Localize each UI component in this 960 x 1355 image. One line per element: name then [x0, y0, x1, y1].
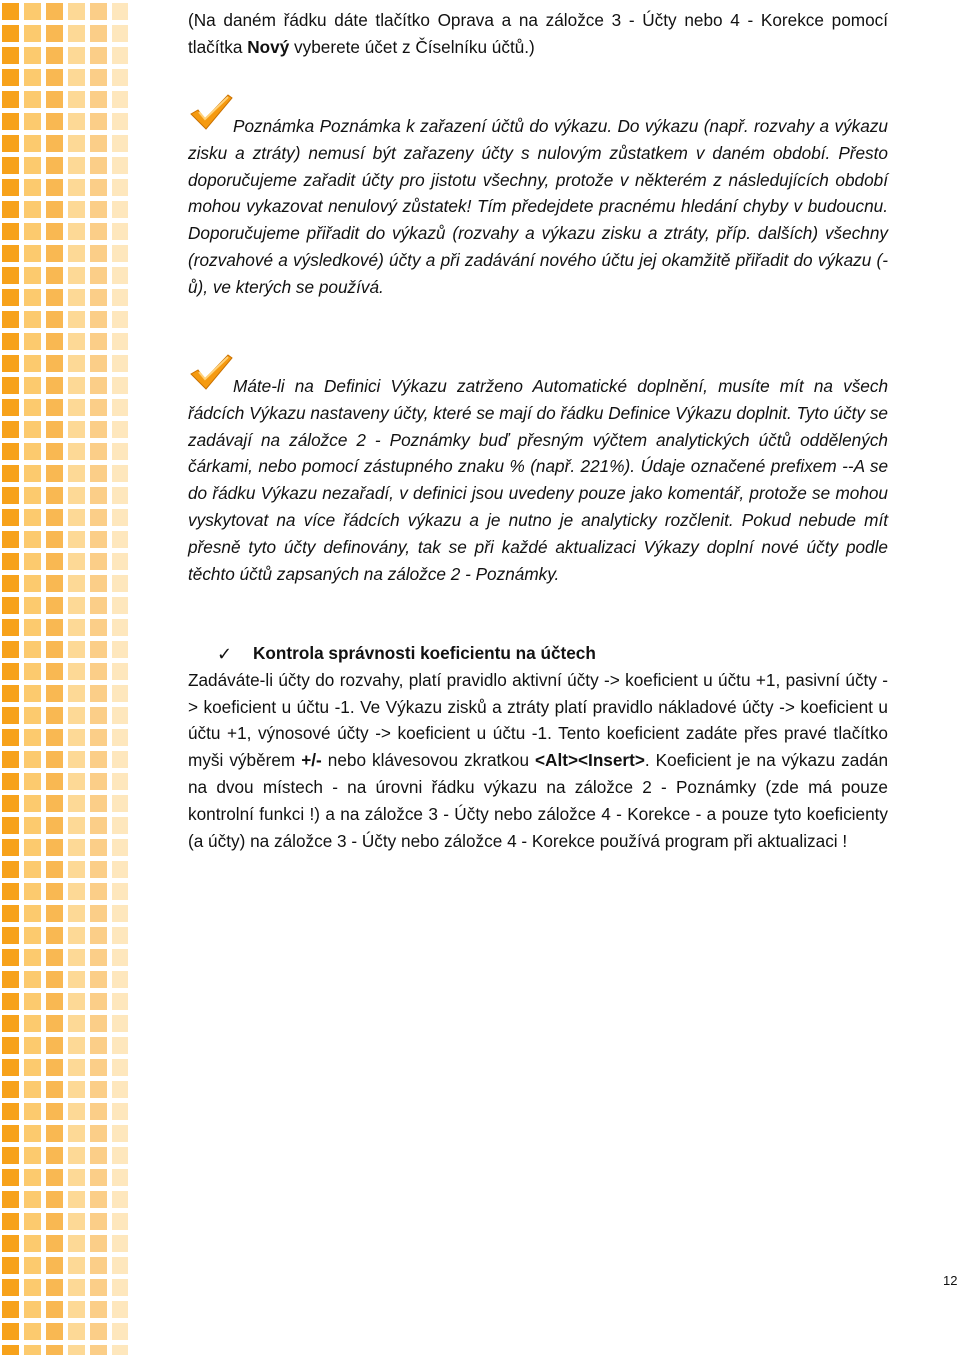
decorative-sidebar — [0, 0, 128, 1355]
section-text-3: . Koeficient je na výkazu zadán na dvou místech - na úrovni řádku výkazu na záložce 2 - Poznámky (zde má pouze kontrolní funkci !) a na záložce 3 - Účty nebo záložce 4 - Korekce - a pouze tyto koeficienty (a účty) na záložce 3 - Účty nebo záložce 4 - Korekce používá program při aktualizaci ! — [188, 750, 889, 851]
note-paragraph-1 — [188, 113, 888, 301]
paragraph-intro — [188, 7, 888, 61]
section-text-1: Zadáváte-li účty do rozvahy, platí pravidlo aktivní účty -> koeficient u účtu +1, pasivní účty -> koeficient u účtu -1. Ve Výkazu zisků a ztráty platí pravidlo nákladové účty -> koeficient u účtu +1, výnosové účty -> koeficient u účtu -1. Tento koeficient zadáte přes pravé tlačítko myši výběrem — [188, 669, 888, 771]
note-paragraph-2 — [188, 373, 888, 587]
page-number: 12 — [943, 1273, 958, 1288]
note2-text: Máte-li na Definici Výkazu zatrženo Automatické doplnění, musíte mít na všech řádcích Výkazu nastaveny účty, které se mají do řádku Definice Výkazu doplnit. Tyto účty se zadávají na záložce 2 - Poznámky buď přesným výčtem analytických účtů oddělených čárkami, nebo pomocí zástupného znaku % (např. 221%). Údaje označené prefixem --A se do řádku Výkazu nezařadí, v definici jsou uvedeny pouze jako komentář, protože se mohou vyskytovat na více řádcích výkazu a je nutno je analyticky rozčlenit. Pokud nebude mít přesně tyto účty definovány, tak se při každé aktualizaci Výkazy doplní nové účty podle těchto účtů zapsaných na záložce 2 - Poznámky. — [188, 376, 888, 584]
section-body — [188, 640, 888, 854]
section-text-2: nebo klávesovou zkratkou — [321, 750, 536, 771]
intro-bold-text: Nový — [247, 36, 290, 57]
check-tick-icon: ✓ — [217, 644, 233, 664]
shortcut-key: <Alt><Insert> — [535, 750, 645, 771]
intro-text: (Na daném řádku dáte tlačítko Oprava a na záložce 3 - Účty nebo 4 - Korekce pomocí tlačítka — [188, 10, 888, 57]
plus-minus-key: +/- — [301, 750, 322, 771]
section-paragraph — [188, 667, 888, 855]
section-heading: Kontrola správnosti koeficientu na účtech — [253, 643, 596, 663]
intro-text-end: vyberete účet z Číselníku účtů.) — [289, 36, 535, 57]
note1-text: Poznámka Poznámka k zařazení účtů do výkazu. Do výkazu (např. rozvahy a výkazu zisku a ztráty) nemusí být zařazeny účty s nulovým zůstatkem v daném období. Přesto doporučujeme zařadit účty pro jistotu všechny, protože v některém z následujících období mohou vykazovat nenulový zůstatek! Tím předejdete pracnému hledání chyby v budoucnu. Doporučujeme přiřadit do výkazů (rozvahy a výkazu zisku a ztráty, příp. dalších) všechny (rozvahové a výsledkové) účty a při zadávání nového účtu jej okamžitě přiřadit do výkazu (-ů), ve kterých se používá. — [188, 116, 888, 297]
